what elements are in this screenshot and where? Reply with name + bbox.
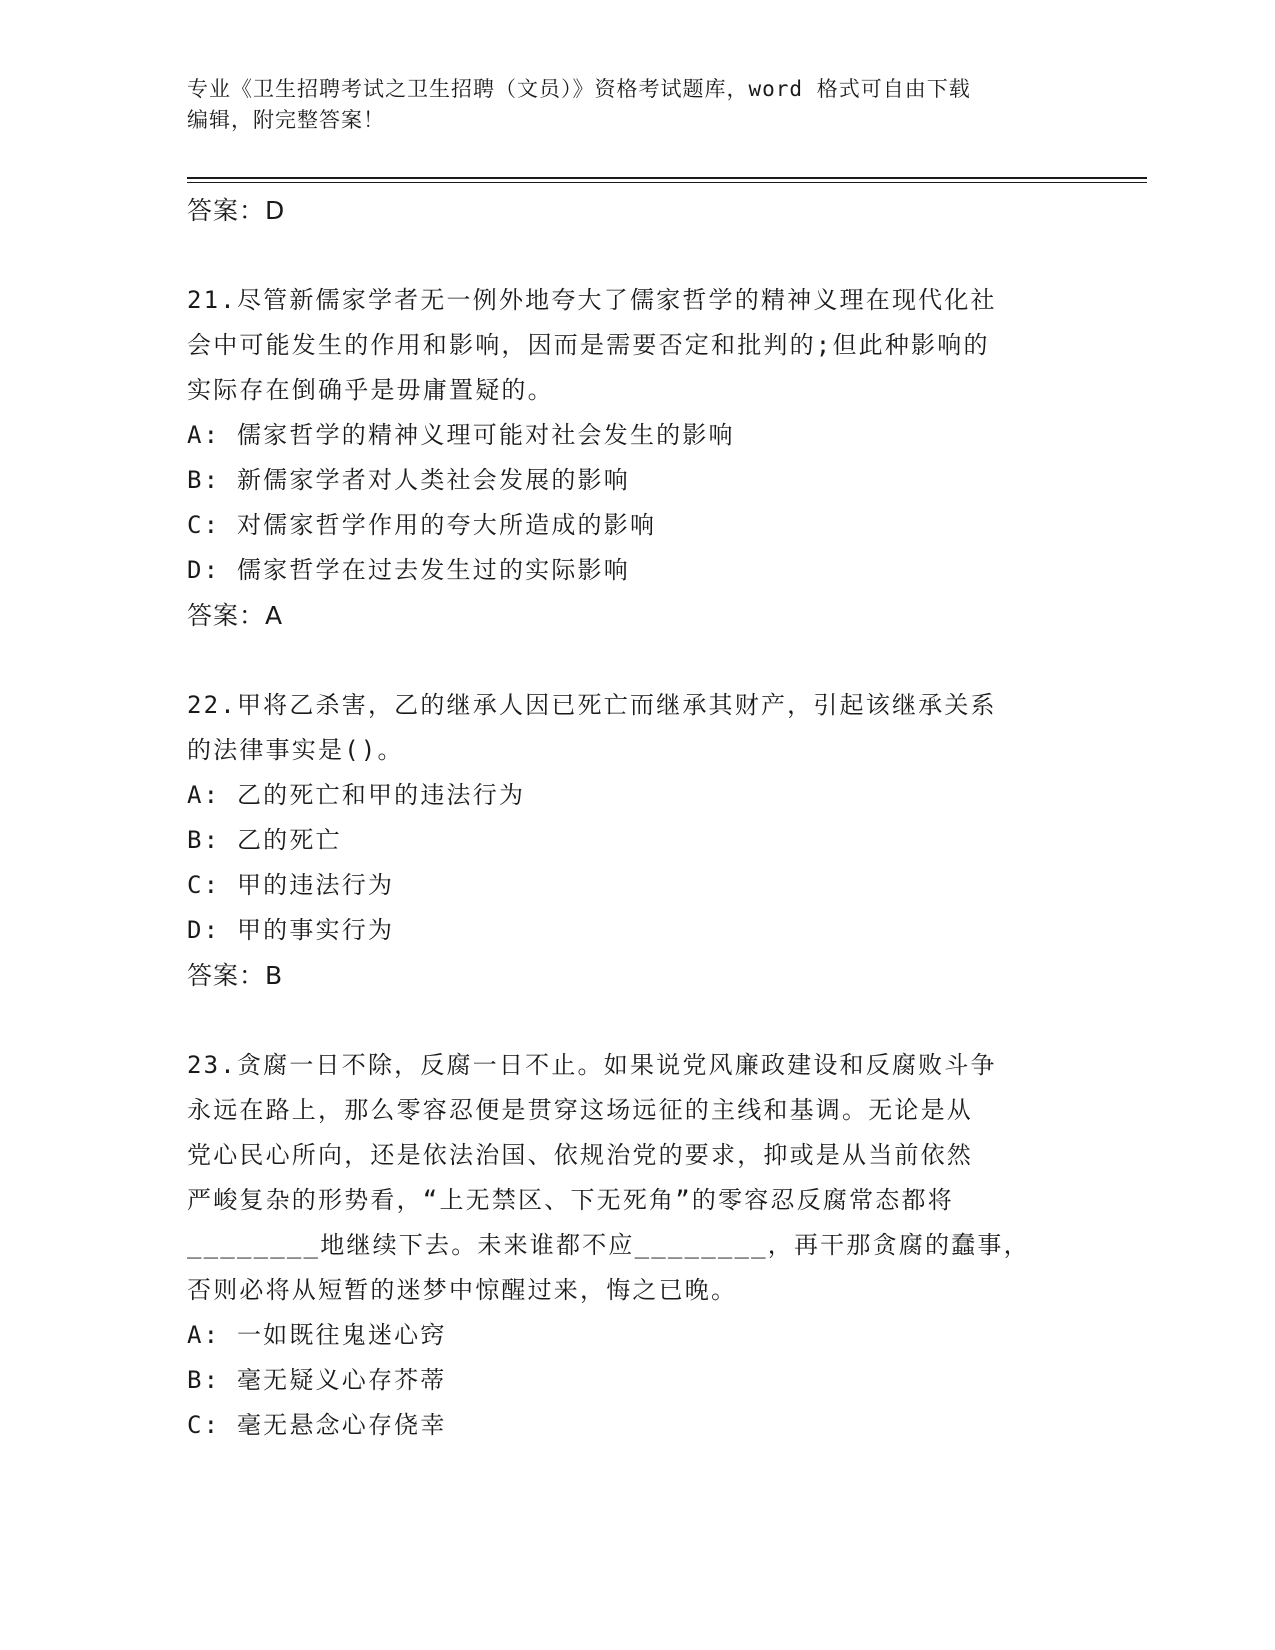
option-b: B: 毫无疑义心存芥蒂: [187, 1366, 447, 1394]
option-a: A: 一如既往鬼迷心窍: [187, 1321, 447, 1349]
option-a: A: 乙的死亡和甲的违法行为: [187, 781, 526, 809]
spacer: [187, 638, 1087, 683]
page-header: [187, 74, 1067, 136]
question-23: [187, 1043, 1087, 1448]
question-text-line: 23.贪腐一日不除，反腐一日不止。如果说党风廉政建设和反腐败斗争: [187, 1051, 997, 1079]
header-divider-thick: [187, 177, 1147, 179]
previous-answer: 答案：D: [187, 196, 286, 225]
question-list: [187, 188, 1087, 1448]
question-22: [187, 683, 1087, 998]
question-21: [187, 278, 1087, 638]
question-text-line: 永远在路上，那么零容忍便是贯穿这场远征的主线和基调。无论是从: [187, 1096, 973, 1124]
question-text-line: 党心民心所向，还是依法治国、依规治党的要求，抑或是从当前依然: [187, 1141, 973, 1169]
option-c: C: 甲的违法行为: [187, 871, 395, 899]
question-text-line: 22.甲将乙杀害，乙的继承人因已死亡而继承其财产，引起该继承关系: [187, 691, 997, 719]
question-text-line: 21.尽管新儒家学者无一例外地夸大了儒家哲学的精神义理在现代化社: [187, 286, 997, 314]
question-text-line: 严峻复杂的形势看，“上无禁区、下无死角”的零容忍反腐常态都将: [187, 1186, 954, 1214]
option-c: C: 对儒家哲学作用的夸大所造成的影响: [187, 511, 657, 539]
option-d: D: 儒家哲学在过去发生过的实际影响: [187, 556, 630, 584]
option-b: B: 新儒家学者对人类社会发展的影响: [187, 466, 630, 494]
question-text-line: 会中可能发生的作用和影响，因而是需要否定和批判的;但此种影响的: [187, 331, 990, 359]
header-divider-thin: [187, 182, 1147, 183]
question-text-line: 实际存在倒确乎是毋庸置疑的。: [187, 376, 554, 404]
question-text-line: ________地继续下去。未来谁都不应________，再干那贪腐的蠢事，: [187, 1231, 1030, 1259]
option-a: A: 儒家哲学的精神义理可能对社会发生的影响: [187, 421, 735, 449]
answer-label: 答案：A: [187, 601, 284, 630]
header-line-2: 编辑，附完整答案！: [187, 108, 385, 132]
option-d: D: 甲的事实行为: [187, 916, 395, 944]
option-c: C: 毫无悬念心存侥幸: [187, 1411, 447, 1439]
option-b: B: 乙的死亡: [187, 826, 342, 854]
spacer: [187, 998, 1087, 1043]
question-text-line: 的法律事实是()。: [187, 736, 404, 764]
question-text-line: 否则必将从短暂的迷梦中惊醒过来，悔之已晚。: [187, 1276, 738, 1304]
header-line-1: 专业《卫生招聘考试之卫生招聘（文员）》资格考试题库，word 格式可自由下载: [187, 77, 971, 101]
answer-label: 答案：B: [187, 961, 284, 990]
spacer: [187, 233, 1087, 278]
